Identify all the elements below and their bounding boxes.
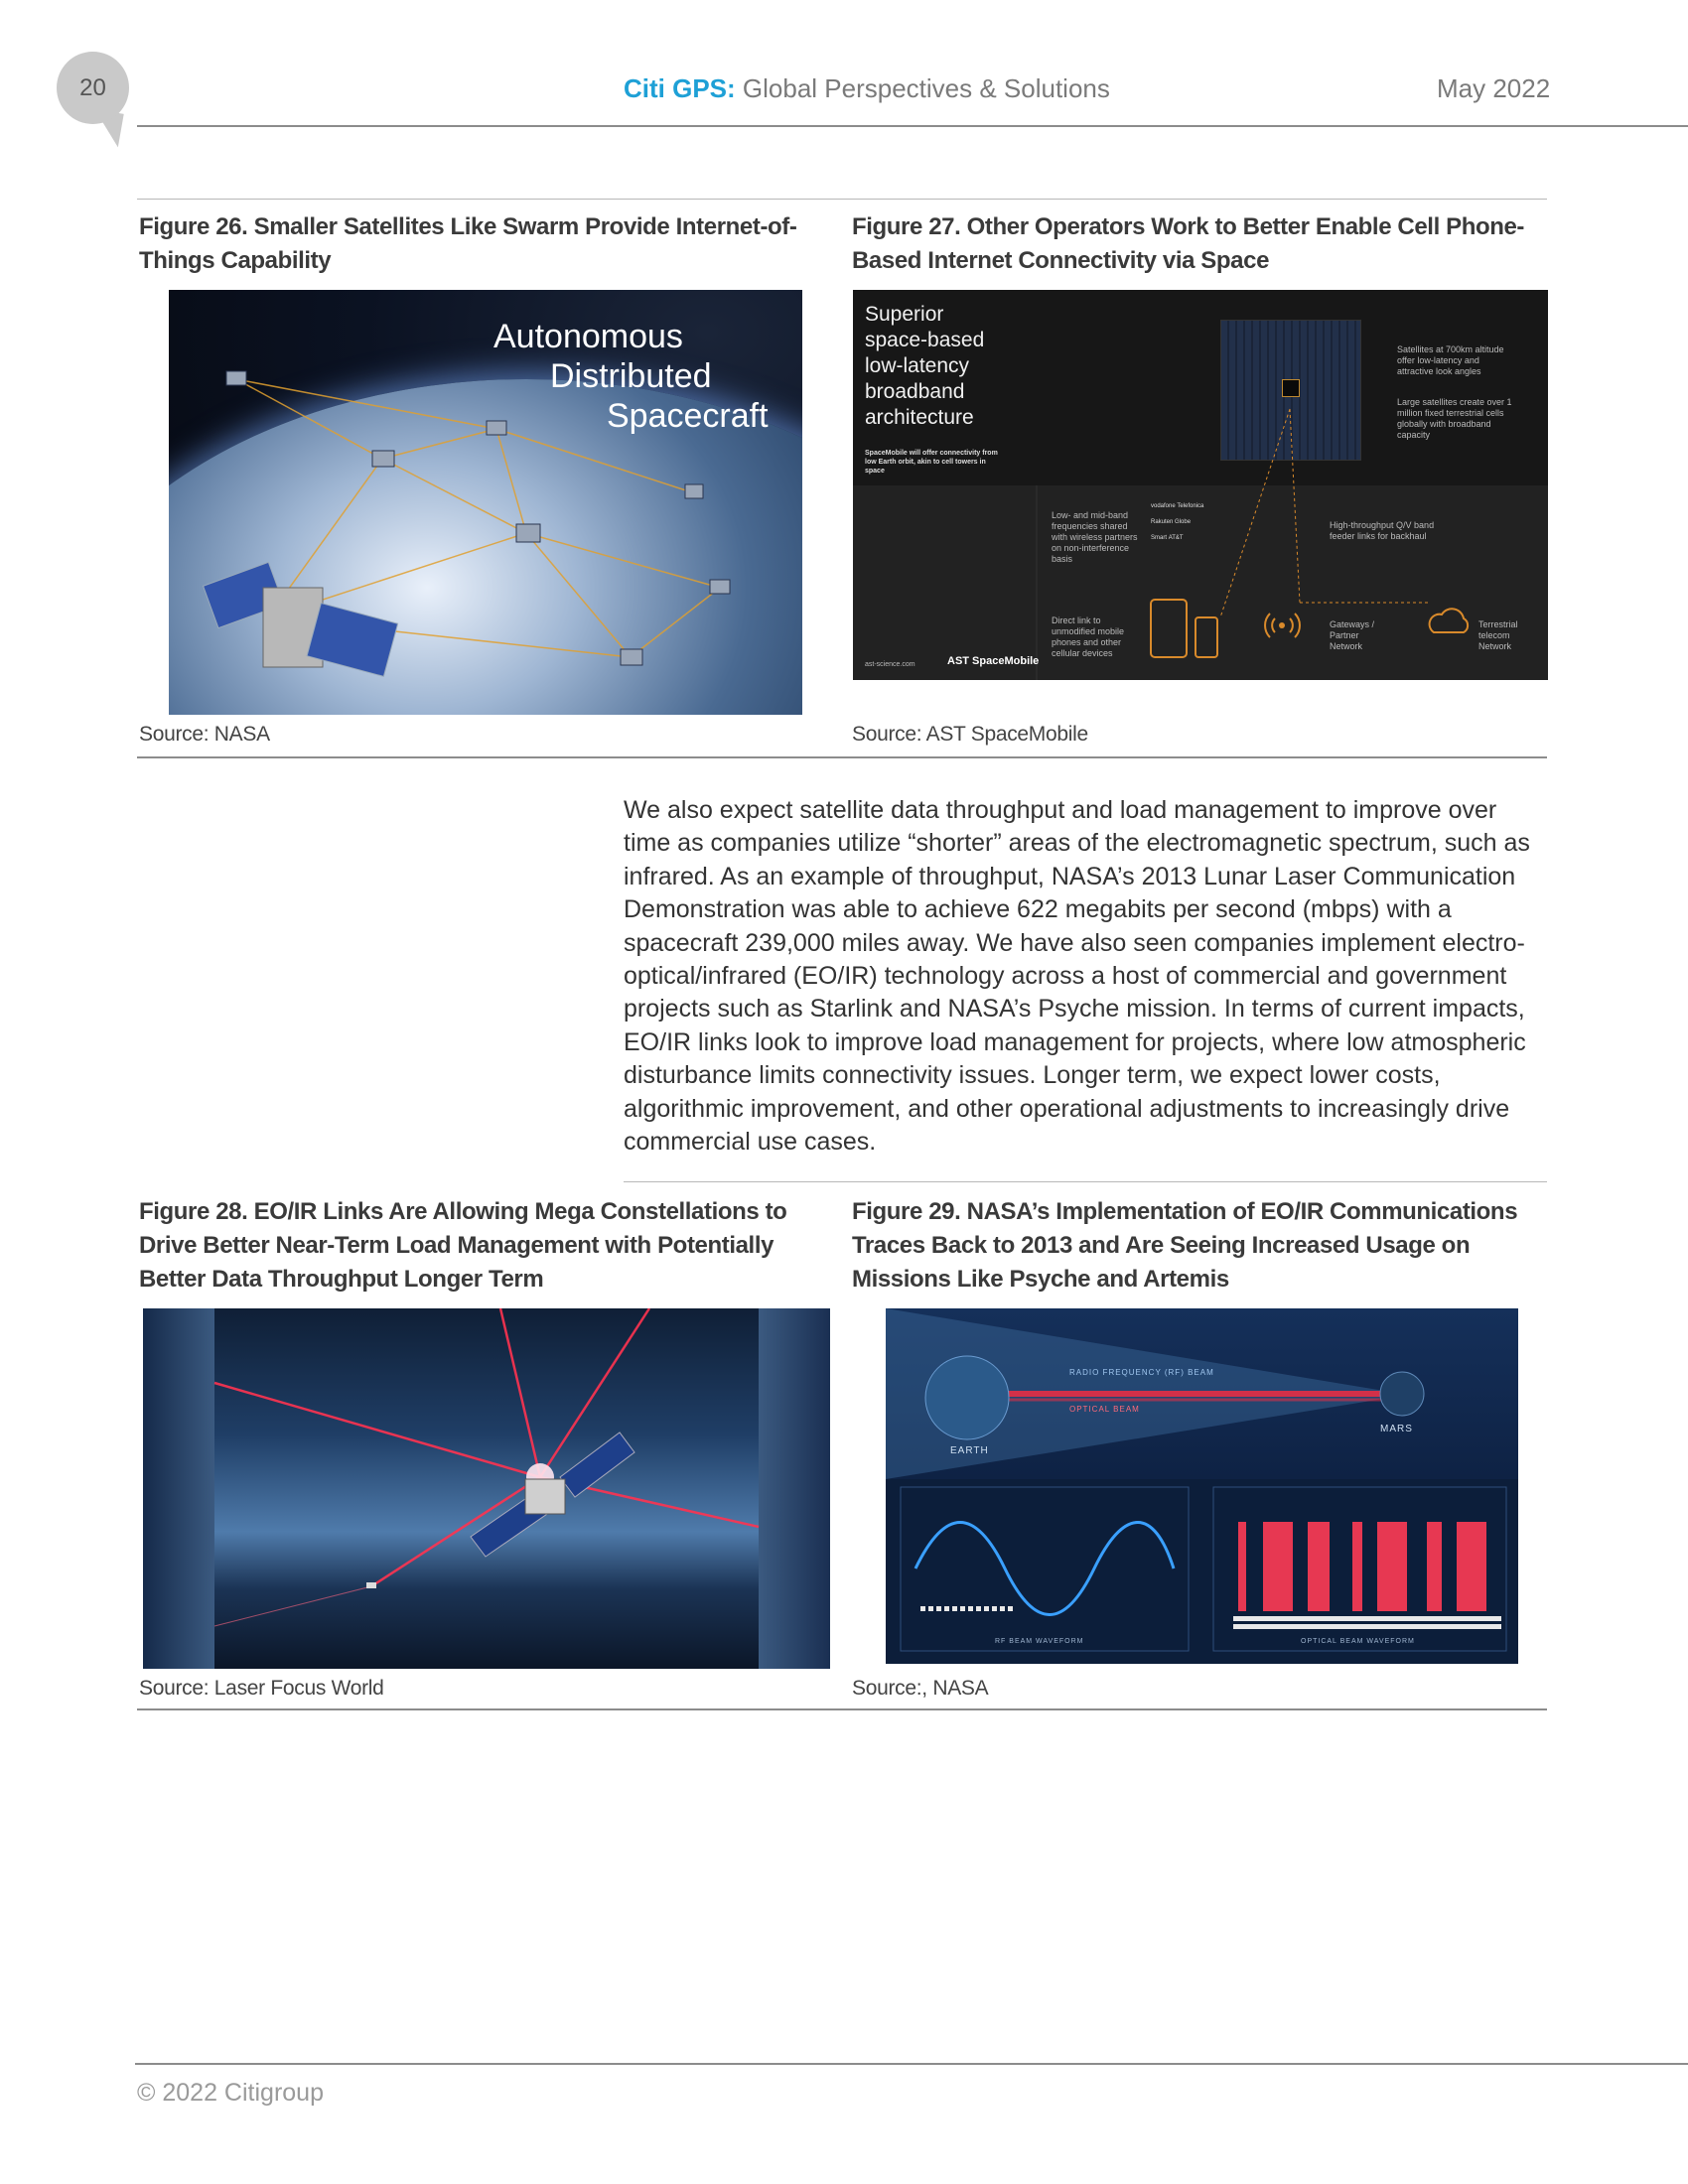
fig27-headline-line: low-latency — [865, 354, 970, 377]
page-number — [57, 52, 129, 124]
fig27-high-throughput: High-throughput Q/V band feeder links for backhaul — [1330, 520, 1435, 541]
fig27-headline-line: space-based — [865, 329, 985, 351]
fig27-sat-note-2: Large satellites create over 1 million fixed terrestrial cells globally with broadband capacity — [1397, 397, 1512, 440]
figure-28-image — [143, 1308, 830, 1669]
figure-row-2-bottom-rule — [137, 1708, 1547, 1710]
rf-beam-label: RADIO FREQUENCY (RF) BEAM — [1069, 1368, 1214, 1377]
optical-beam-label: OPTICAL BEAM — [1069, 1405, 1140, 1414]
figure-29-source: Source:, NASA — [852, 1677, 989, 1700]
phone-icon — [1196, 617, 1217, 657]
footer-copyright: © 2022 Citigroup — [137, 2079, 324, 2107]
figure-27-title: Figure 27. Other Operators Work to Better Enable Cell Phone-Based Internet Connectivity via Space — [852, 213, 1525, 274]
satellite — [487, 421, 506, 435]
figure-26-title: Figure 26. Smaller Satellites Like Swarm Provide Internet-of-Things Capability — [139, 213, 797, 274]
figure-26-text-1: Autonomous — [493, 318, 683, 355]
partner-logo: Telefonica — [1177, 503, 1204, 509]
figure-27-source: Source: AST SpaceMobile — [852, 723, 1088, 746]
ast-logo: AST SpaceMobile — [947, 655, 1040, 667]
rf-waveform-label: RF BEAM WAVEFORM — [995, 1638, 1084, 1645]
figure-29-title: Figure 29. NASA’s Implementation of EO/IR Communications Traces Back to 2013 and Are Seeing Increased Usage on Missions Like Psyche and Artemis — [852, 1198, 1518, 1293]
partner-logo: vodafone — [1151, 503, 1176, 509]
figure-row-2-top-rule — [624, 1181, 1547, 1182]
figure-row-1-bottom-rule — [137, 756, 1547, 758]
mars-globe — [1380, 1372, 1424, 1416]
partner-logo: Globe — [1175, 519, 1192, 525]
fig27-headline-line: Superior — [865, 303, 944, 326]
rf-waveform — [915, 1523, 1174, 1615]
satellite — [685, 484, 703, 498]
figure-28-source: Source: Laser Focus World — [139, 1677, 384, 1700]
satellite — [516, 524, 540, 542]
figure-26-text-2: Distributed — [550, 357, 712, 395]
header-brand: Citi GPS: — [624, 73, 736, 103]
fig27-subhead: SpaceMobile will offer connectivity from low Earth orbit, akin to cell towers in space — [865, 450, 998, 475]
fig27-low-mid-band: Low- and mid-band frequencies shared with wireless partners on non-interference basis — [1052, 510, 1138, 564]
fig27-diagram-lines — [853, 290, 1548, 680]
satellite — [372, 451, 394, 467]
fig27-website: ast-science.com — [865, 661, 915, 668]
partner-logo: AT&T — [1168, 535, 1184, 541]
distant-satellite — [366, 1582, 376, 1588]
figure-29-image — [886, 1308, 1518, 1664]
fig27-terrestrial: Terrestrial telecom Network — [1478, 619, 1518, 651]
footer-rule — [135, 2063, 1688, 2065]
earth-globe — [925, 1356, 1009, 1439]
eo-ir-satellite — [471, 1433, 634, 1557]
header-tagline: Global Perspectives & Solutions — [742, 73, 1110, 103]
partner-logo: Smart — [1151, 535, 1168, 541]
fig27-sat-note-1: Satellites at 700km altitude offer low-latency and attractive look angles — [1397, 344, 1504, 376]
fig27-headline-line: architecture — [865, 406, 974, 429]
fig27-gateways: Gateways / Partner Network — [1330, 619, 1375, 651]
tablet-icon — [1151, 600, 1187, 657]
fig29-diagram — [886, 1308, 1518, 1664]
laser-links — [143, 1308, 830, 1669]
figure-26-image — [169, 290, 802, 715]
optical-waveform — [1238, 1522, 1486, 1611]
figure-26-text-3: Spacecraft — [607, 397, 769, 435]
cloud-icon — [1430, 609, 1469, 632]
figure-26-source: Source: NASA — [139, 723, 270, 746]
figure-28-title: Figure 28. EO/IR Links Are Allowing Mega Constellations to Drive Better Near-Term Load Management with Potentially Better Data Throughput Longer Term — [139, 1198, 787, 1293]
fig27-headline-line: broadband — [865, 380, 965, 403]
fig27-direct-link: Direct link to unmodified mobile phones and other cellular devices — [1052, 615, 1125, 658]
satellite — [710, 580, 730, 594]
header-rule — [137, 125, 1688, 127]
figure-row-1-top-rule — [137, 199, 1547, 200]
satellite-links — [169, 290, 802, 715]
body-paragraph: We also expect satellite data throughput and load management to improve over time as companies utilize “shorter” areas of the electromagnetic spectrum, such as infrared. As an example of throughput, NASA’s 2013 Lunar Laser Communication Demonstration was able to achieve 622 megabits per second (mbps) with a spacecraft 239,000 miles away. We have also seen companies implement electro-optical/infrared (EO/IR) technology across a host of commercial and government projects such as Starlink and NASA’s Psyche mission. In terms of current impacts, EO/IR links look to improve load management for projects, where low atmospheric disturbance limits connectivity issues. Longer term, we expect lower costs, algorithmic improvement, and other operational adjustments to increasingly drive commercial use cases. — [624, 796, 1530, 1157]
figure-27-image — [853, 290, 1548, 680]
header-date: May 2022 — [1437, 73, 1551, 103]
header-title — [624, 73, 1110, 104]
mars-label: MARS — [1380, 1424, 1413, 1434]
partner-logo: Rakuten — [1151, 519, 1174, 525]
satellite — [621, 649, 642, 665]
optical-waveform-label: OPTICAL BEAM WAVEFORM — [1301, 1638, 1415, 1645]
satellite — [226, 371, 246, 385]
large-satellite — [204, 562, 398, 676]
earth-label: EARTH — [950, 1445, 989, 1456]
page-number-text: 20 — [79, 73, 106, 101]
